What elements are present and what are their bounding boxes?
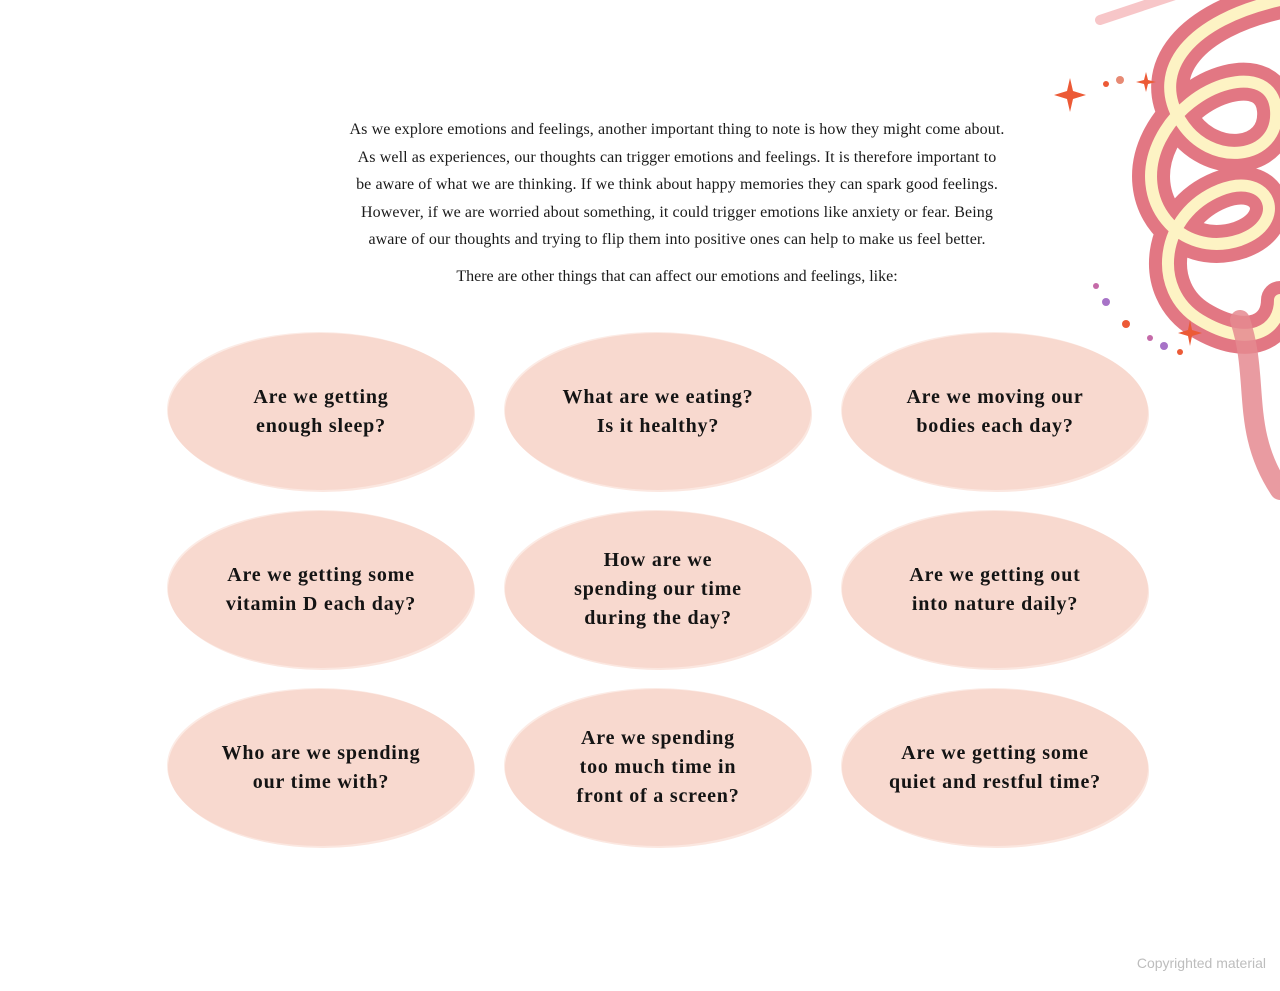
question-bubble-rest bbox=[842, 689, 1148, 846]
question-bubble-nature bbox=[842, 511, 1148, 668]
question-bubble-company bbox=[168, 689, 474, 846]
copyright-notice: Copyrighted material bbox=[1136, 955, 1266, 971]
question-bubble-moving bbox=[842, 333, 1148, 490]
question-bubble-eating bbox=[505, 333, 811, 490]
intro-paragraph bbox=[280, 116, 1074, 254]
question-text: Are we spending too much time in front of a screen? bbox=[576, 727, 740, 807]
question-bubble-sleep bbox=[168, 333, 474, 490]
question-text: What are we eating? Is it healthy? bbox=[562, 385, 754, 437]
intro-line: aware of our thoughts and trying to flip them into positive ones can help to make us feel better. bbox=[368, 231, 986, 248]
intro-line: However, if we are worried about something, it could trigger emotions like anxiety or fear. Being bbox=[361, 203, 993, 221]
question-text: Who are we spending our time with? bbox=[221, 741, 421, 793]
intro-section bbox=[280, 116, 1074, 289]
question-text: Are we getting some quiet and restful time? bbox=[889, 741, 1101, 793]
intro-line: As well as experiences, our thoughts can trigger emotions and feelings. It is therefore important to bbox=[357, 148, 997, 166]
question-text: Are we getting enough sleep? bbox=[253, 385, 389, 437]
question-text: Are we getting out into nature daily? bbox=[909, 563, 1081, 615]
question-bubble-time-spent bbox=[505, 511, 811, 668]
question-bubble-vitamin-d bbox=[168, 511, 474, 668]
lead-in-text: There are other things that can affect our emotions and feelings, like: bbox=[456, 267, 898, 285]
intro-line: be aware of what we are thinking. If we think about happy memories they can spark good feelings. bbox=[356, 176, 998, 193]
intro-line: As we explore emotions and feelings, another important thing to note is how they might come about. bbox=[349, 121, 1005, 138]
question-text: Are we moving our bodies each day? bbox=[906, 385, 1084, 437]
question-text: How are we spending our time during the day? bbox=[574, 549, 742, 629]
question-bubble-grid bbox=[168, 333, 1150, 846]
question-text: Are we getting some vitamin D each day? bbox=[225, 563, 417, 615]
question-bubble-screen-time bbox=[505, 689, 811, 846]
